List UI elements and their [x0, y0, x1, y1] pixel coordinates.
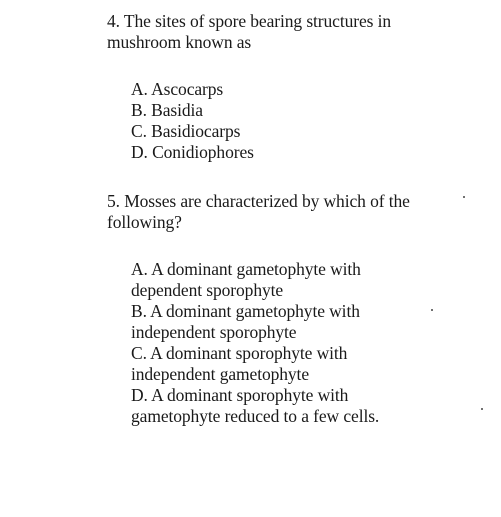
question-5-stem	[107, 191, 482, 233]
question-5-option-a-line-1: A. A dominant gametophyte with	[131, 259, 361, 279]
question-5-option-a-line-2: dependent sporophyte	[131, 280, 284, 300]
question-5-option-d-line-1: D. A dominant sporophyte with	[131, 385, 349, 405]
question-5-option-c-line-1: C. A dominant sporophyte with	[131, 343, 348, 363]
question-4-options	[131, 79, 254, 163]
question-5-option-b-line-1: B. A dominant gametophyte with	[131, 301, 360, 321]
question-5-options	[131, 259, 379, 427]
question-4-option-b: B. Basidia	[131, 100, 203, 120]
question-4-stem-line: 4. The sites of spore bearing structures in	[107, 11, 392, 31]
scan-speck	[481, 408, 483, 410]
question-4-option-d: D. Conidiophores	[131, 142, 254, 162]
scan-speck	[431, 309, 433, 311]
question-4-stem	[107, 11, 467, 53]
question-4-option-c: C. Basidiocarps	[131, 121, 241, 141]
question-5-stem-line: 5. Mosses are characterized by which of the	[107, 191, 410, 211]
question-4-stem-line: mushroom known as	[107, 32, 252, 52]
question-4-option-a: A. Ascocarps	[131, 79, 224, 99]
question-5-option-c-line-2: independent gametophyte	[131, 364, 309, 384]
question-5-option-b-line-2: independent sporophyte	[131, 322, 297, 342]
question-5-option-d-line-2: gametophyte reduced to a few cells.	[131, 406, 380, 426]
question-5-stem-line: following?	[107, 212, 182, 232]
scan-speck	[463, 196, 465, 198]
